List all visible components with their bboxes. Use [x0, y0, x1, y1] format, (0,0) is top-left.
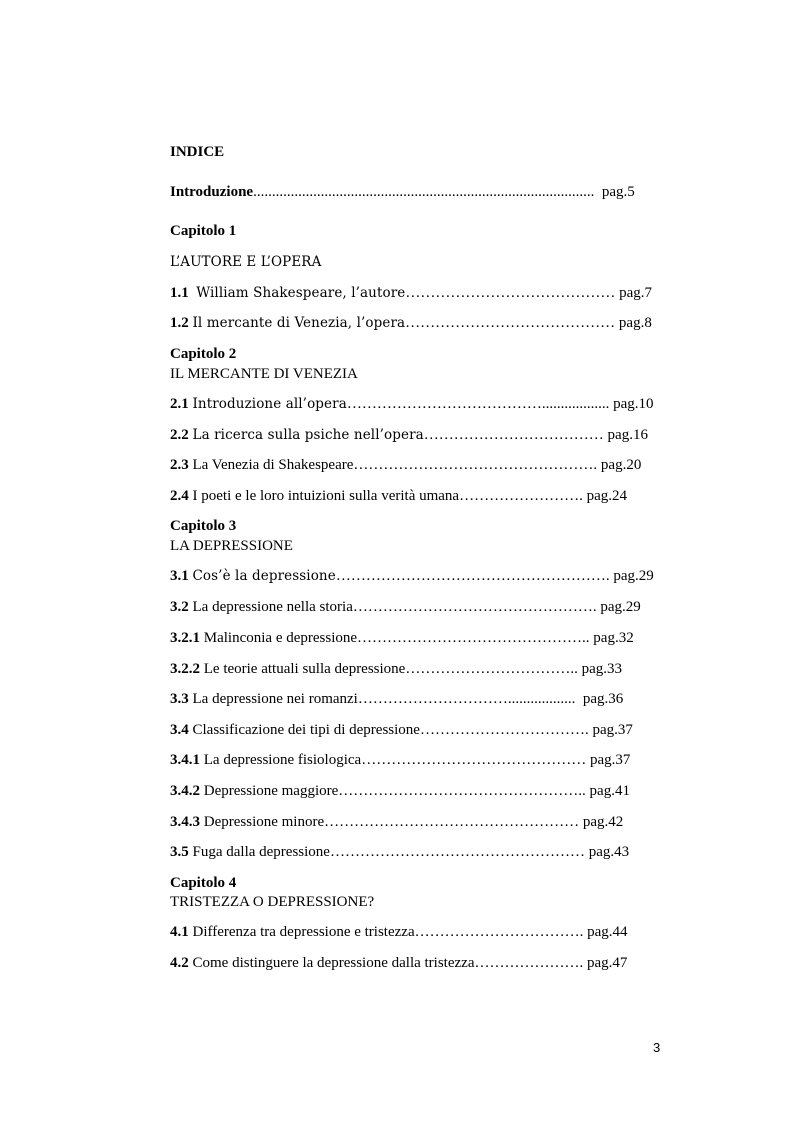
toc-entry-number: 3.2.2	[170, 661, 200, 677]
toc-page-ref: pag.37	[589, 752, 631, 768]
toc-page-ref: pag.29	[600, 599, 641, 615]
toc-entry-number: 3.2	[170, 599, 189, 615]
toc-entry-number: 3.5	[170, 844, 189, 860]
toc-entry-text: La depressione fisiologica	[203, 752, 362, 768]
chapter-label: Capitolo 2	[170, 346, 237, 362]
toc-page-ref: pag.33	[581, 661, 623, 677]
toc-entry-text: Differenza tra depressione e tristezza	[192, 924, 415, 940]
toc-entry	[170, 629, 634, 647]
toc-entry	[170, 426, 648, 444]
toc-entry-text: Introduzione all’opera	[192, 396, 347, 412]
toc-entry-number: 3.4.3	[170, 814, 200, 830]
chapter-label: Capitolo 1	[170, 223, 237, 239]
toc-entry-text: La depressione nella storia	[192, 599, 353, 615]
toc-entry	[170, 314, 652, 332]
chapter-label: Capitolo 4	[170, 875, 237, 891]
toc-leader-dots: …………………………….	[419, 722, 589, 738]
toc-entry-text: Malinconia e depressione	[203, 630, 358, 646]
toc-entry-number: 4.1	[170, 924, 189, 940]
toc-entry-number: 4.2	[170, 955, 189, 971]
toc-entry-text: Cos’è la depressione	[192, 568, 336, 584]
toc-entry	[170, 843, 629, 861]
chapter-label: Capitolo 3	[170, 518, 237, 534]
toc-leader-dots: …………………………….	[414, 924, 584, 940]
toc-leader-dots: ……………………………………………	[329, 844, 585, 860]
toc-entry-text: Depressione maggiore	[203, 783, 339, 799]
toc-page-ref: pag.42	[582, 814, 624, 830]
toc-leader-dots: ………………………………………	[361, 752, 587, 768]
page-number: 3	[653, 1040, 661, 1055]
toc-entry	[170, 456, 641, 474]
toc-entry-number: 3.4.1	[170, 752, 200, 768]
toc-leader-dots: ……………………………………	[405, 285, 616, 301]
toc-leader-dots: ………………….	[474, 955, 584, 971]
toc-leader-dots: ……………………………………………….	[335, 568, 610, 584]
toc-entry-text: La ricerca sulla psiche nell’opera	[192, 427, 424, 443]
toc-page-ref: pag.10	[613, 396, 654, 412]
toc-entry-number: 1.2	[170, 315, 189, 331]
toc-entry-text: Il mercante di Venezia, l’opera	[192, 315, 406, 331]
toc-entry-text: La depressione nei romanzi	[192, 691, 358, 707]
toc-entry	[170, 721, 633, 739]
toc-page-ref: pag.24	[586, 488, 628, 504]
toc-entry	[170, 923, 628, 941]
toc-entry	[170, 690, 623, 708]
chapter-title: LA DEPRESSIONE	[170, 538, 293, 554]
toc-page-ref: pag.16	[607, 427, 648, 443]
chapter-title: IL MERCANTE DI VENEZIA	[170, 366, 358, 382]
toc-page-ref: pag.44	[587, 924, 628, 940]
toc-entry-introduction	[170, 183, 635, 201]
toc-entry-number: 2.4	[170, 488, 189, 504]
toc-page-ref: pag.41	[589, 783, 630, 799]
toc-heading: INDICE	[170, 144, 225, 160]
toc-entry	[170, 751, 630, 769]
toc-entry-number: 2.1	[170, 396, 189, 412]
toc-entry-number: 2.2	[170, 427, 189, 443]
toc-entry	[170, 487, 627, 505]
toc-entry	[170, 284, 652, 302]
toc-entry-number: 2.3	[170, 457, 189, 473]
toc-entry-text: Depressione minore	[203, 814, 325, 830]
toc-entry-number: 1.1	[170, 285, 189, 301]
toc-leader-dots: ……………………………………	[405, 315, 616, 331]
toc-entry-text: I poeti e le loro intuizioni sulla verità umana	[192, 488, 460, 504]
toc-entry-text: William Shakespeare, l’autore	[196, 285, 406, 301]
toc-entry	[170, 954, 627, 972]
toc-entry	[170, 567, 654, 585]
toc-page-ref: pag.37	[592, 722, 633, 738]
toc-entry-number: 3.1	[170, 568, 189, 584]
toc-leader-dots: …………………………..................	[357, 691, 576, 707]
toc-entry-text: Le teorie attuali sulla depressione	[203, 661, 406, 677]
toc-entry-text: La Venezia di Shakespeare	[192, 457, 354, 473]
chapter-title: L’AUTORE E L’OPERA	[170, 254, 322, 270]
toc-entry-text: Come distinguere la depressione dalla tristezza	[192, 955, 475, 971]
toc-entry-number: 3.4.2	[170, 783, 200, 799]
chapter-title: TRISTEZZA O DEPRESSIONE?	[170, 894, 375, 910]
toc-page-ref: pag.7	[619, 285, 653, 301]
toc-page-ref: pag.47	[586, 955, 628, 971]
toc-page-ref: pag.8	[618, 315, 652, 331]
toc-page-ref: pag.5	[601, 184, 635, 200]
toc-leader-dots: …………………….	[459, 488, 583, 504]
toc-leader-dots: …………………………………………..	[338, 783, 586, 799]
toc-leader-dots: …………………………………..................	[346, 396, 610, 412]
toc-entry	[170, 598, 641, 616]
toc-entry-number: 3.2.1	[170, 630, 200, 646]
toc-intro-title: Introduzione	[170, 184, 254, 200]
toc-page-ref: pag.20	[600, 457, 642, 473]
toc-entry	[170, 395, 654, 413]
toc-entry-number: 3.3	[170, 691, 189, 707]
toc-entry-number: 3.4	[170, 722, 189, 738]
toc-page-ref: pag.29	[613, 568, 654, 584]
toc-leader-dots: ………………………………………….	[353, 457, 598, 473]
toc-leader-dots: ………………………………	[423, 427, 604, 443]
toc-entry	[170, 813, 623, 831]
toc-leader-dots: ………………………………………..	[357, 630, 590, 646]
toc-leader-dots: ………………………………………….	[352, 599, 597, 615]
toc-entry	[170, 660, 622, 678]
toc-page-ref: pag.36	[582, 691, 624, 707]
toc-page-ref: pag.43	[588, 844, 630, 860]
toc-leader-dots: ...........................................................................................	[253, 184, 595, 200]
toc-entry-text: Classificazione dei tipi di depressione	[192, 722, 420, 738]
toc-entry-text: Fuga dalla depressione	[192, 844, 330, 860]
toc-leader-dots: ……………………………..	[405, 661, 578, 677]
toc-page-ref: pag.32	[593, 630, 634, 646]
toc-leader-dots: ……………………………………………	[324, 814, 580, 830]
toc-entry	[170, 782, 630, 800]
